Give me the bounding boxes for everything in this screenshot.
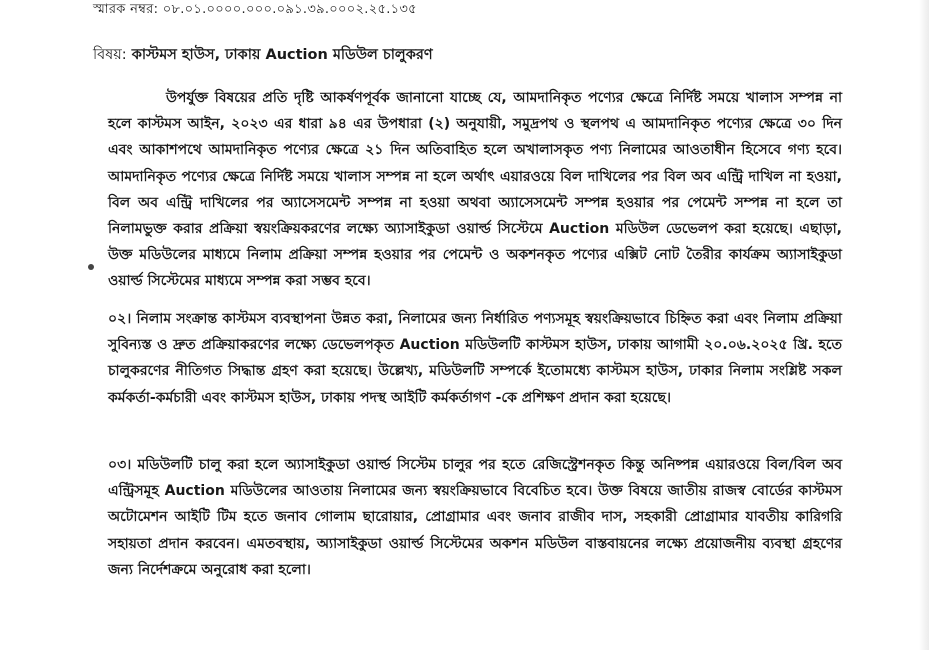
scan-edge-shadow (919, 0, 929, 650)
paragraph-3: ০৩। মডিউলটি চালু করা হলে অ্যাসাইকুডা ওয়ার্ল্ড সিস্টেম চালুর পর হতে রেজিস্ট্রেশনকৃত কিন্তু অনিষ্পন্ন এয়ারওয়ে বিল/বিল অব এন্ট্রিসমূহ Auction মডিউলের আওতায় নিলামের জন্য স্বয়ংক্রিয়ভাবে বিবেচিত হবে। উক্ত বিষয়ে জাতীয় রাজস্ব বোর্ডের কাস্টমস অটোমেশন আইটি টিম হতে জনাব গোলাম ছারোয়ার, প্রোগ্রামার এবং জনাব রাজীব দাস, সহকারী প্রোগ্রামার যাবতীয় কারিগরি সহায়তা প্রদান করবেন। এমতবস্থায়, অ্যাসাইকুডা ওয়ার্ল্ড সিস্টেমের অকশন মডিউল বাস্তবায়নের লক্ষ্যে প্রয়োজনীয় ব্যবস্থা গ্রহণের জন্য নির্দেশক্রমে অনুরোধ করা হলো। (108, 457, 842, 578)
paragraph-2: ০২। নিলাম সংক্রান্ত কাস্টমস ব্যবস্থাপনা উন্নত করা, নিলামের জন্য নির্ধারিত পণ্যসমূহ স্বয়ংক্রিয়ভাবে চিহ্নিত করা এবং নিলাম প্রক্রিয়া সুবিন্যস্ত ও দ্রুত প্রক্রিয়াকরণের লক্ষ্যে ডেভেলপকৃত Auction মডিউলটি কাস্টমস হাউস, ঢাকায় আগামী ২০.০৬.২০২৫ খ্রি. হতে চালুকরণের নীতিগত সিদ্ধান্ত গ্রহণ করা হয়েছে। উল্লেখ্য, মডিউলটি সম্পর্কে ইতোমধ্যে কাস্টমস হাউস, ঢাকার নিলাম সংশ্লিষ্ট সকল কর্মকর্তা-কর্মচারী এবং কাস্টমস হাউস, ঢাকায় পদস্থ আইটি কর্মকর্তাগণ -কে প্রশিক্ষণ প্রদান করা হয়েছে। (108, 311, 842, 406)
paragraph-1: উপর্যুক্ত বিষয়ের প্রতি দৃষ্টি আকর্ষণপূর্বক জানানো যাচ্ছে যে, আমদানিকৃত পণ্যের ক্ষেত্রে নির্দিষ্ট সময়ে খালাস সম্পন্ন না হলে কাস্টমস আইন, ২০২৩ এর ধারা ৯৪ এর উপধারা (২) অনুযায়ী, সমুদ্রপথ ও স্থলপথ এ আমদানিকৃত পণ্যের ক্ষেত্রে ৩০ দিন এবং আকাশপথে আমদানিকৃত পণ্যের ক্ষেত্রে ২১ দিন অতিবাহিত হলে অখালাসকৃত পণ্য নিলামের আওতাধীন হিসেবে গণ্য হবে। আমদানিকৃত পণ্যের ক্ষেত্রে নির্দিষ্ট সময়ে খালাস সম্পন্ন না হলে অর্থাৎ এয়ারওয়ে বিল দাখিলের পর বিল অব এন্ট্রি দাখিল না হওয়া, বিল অব এন্ট্রি দাখিলের পর অ্যাসেসমেন্ট সম্পন্ন না হওয়া অথবা অ্যাসেসমেন্ট সম্পন্ন হওয়ার পর পেমেন্ট সম্পন্ন না হলে তা নিলামভুক্ত করার প্রক্রিয়া স্বয়ংক্রিয়করণের লক্ষ্যে অ্যাসাইকুডা ওয়ার্ল্ড সিস্টেমে Auction মডিউল ডেভেলপ করা হয়েছে। এছাড়া, উক্ত মডিউলের মাধ্যমে নিলাম প্রক্রিয়া সম্পন্ন হওয়ার পর পেমেন্ট ও অকশনকৃত পণ্যের এক্সিট নোট তৈরীর কার্যক্রম অ্যাসাইকুডা ওয়ার্ল্ড সিস্টেমের মাধ্যমে সম্পন্ন করা সম্ভব হবে। (108, 90, 842, 290)
punch-hole-mark (88, 264, 94, 270)
subject-text: কাস্টমস হাউস, ঢাকায় Auction মডিউল চালুকরণ (131, 47, 433, 63)
memo-reference: স্মারক নম্বর: ০৮.০১.০০০০.০০০.০৯১.৩৯.০০০২.২৫.১৩৫ (93, 2, 417, 17)
subject-line (93, 44, 433, 68)
subject-label: বিষয়: (93, 47, 127, 63)
